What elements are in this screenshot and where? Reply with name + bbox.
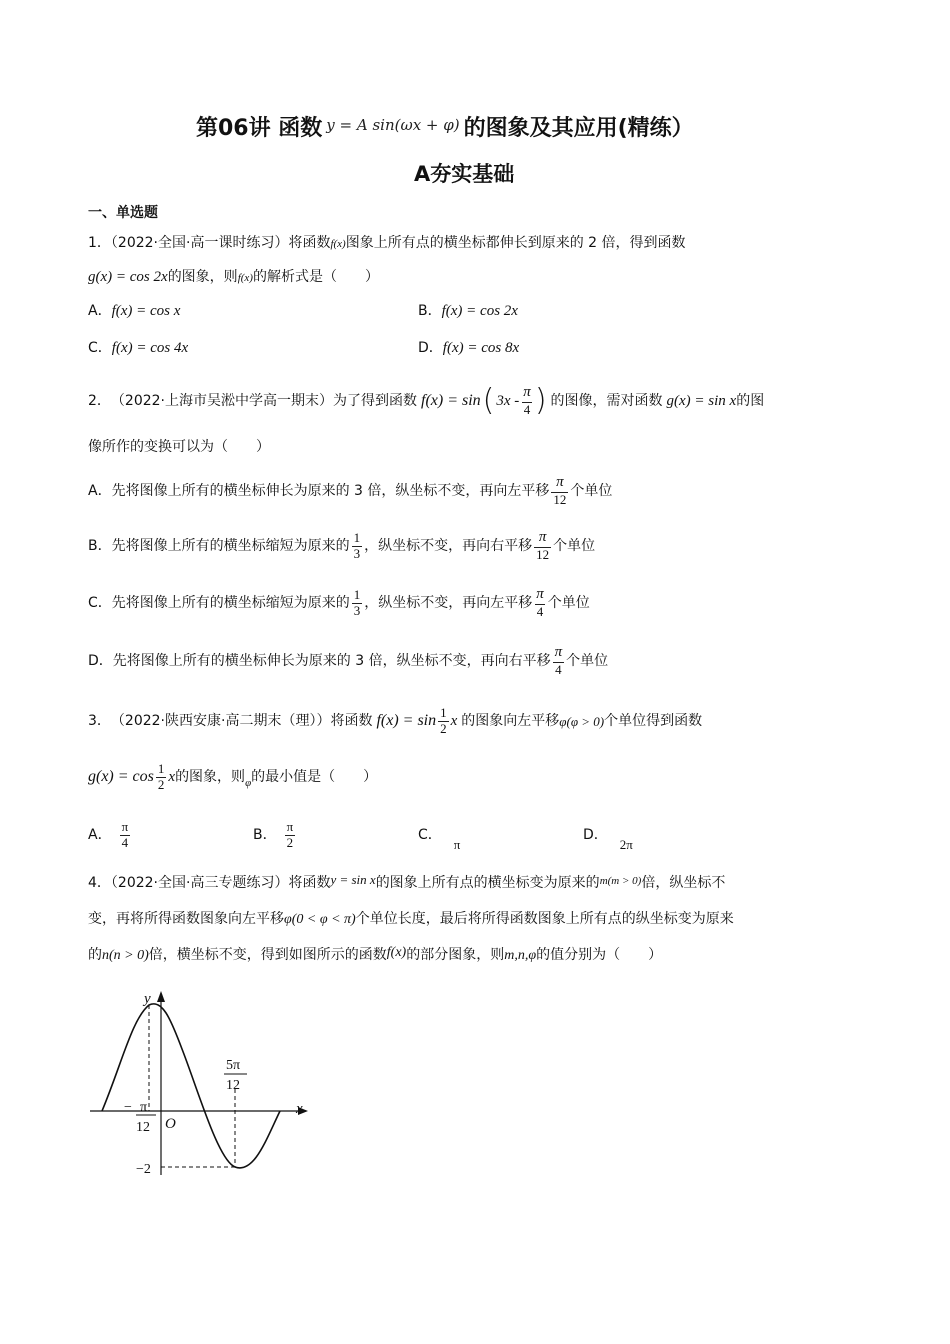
title-formula: y = A sin(ωx + φ) xyxy=(326,116,460,134)
question-1-option-c[interactable]: C．f(x) = cos 4x xyxy=(88,340,189,356)
question-1-option-d[interactable]: D．f(x) = cos 8x xyxy=(418,340,520,356)
tick-label-neg-num: π xyxy=(140,1100,148,1115)
question-1-line-1: 1．（2022·全国·高一课时练习）将函数f(x)图象上所有点的横坐标都伸长到原来的 2 倍，得到函数 xyxy=(88,235,686,251)
tick-label-neg-sign: − xyxy=(124,1100,132,1115)
page-subtitle: A夯实基础 xyxy=(414,162,515,186)
question-1-option-b[interactable]: B．f(x) = cos 2x xyxy=(418,303,518,319)
y-axis-arrow xyxy=(157,991,165,1002)
sine-graph xyxy=(80,985,330,1185)
question-2-line-1: 2． （2022·上海市吴淞中学高一期末）为了得到函数 f(x) = sin ( 3x - $\frac{\pi}{4}$ ) 的图像，需对函数 g(x) = sin x 的图 xyxy=(88,383,765,418)
question-2-option-d[interactable]: D． 先将图像上所有的横坐标伸长为原来的 3 倍，纵坐标不变，再向右平移 $\frac{\pi}{4}$ 个单位 xyxy=(88,644,609,677)
question-3-option-d[interactable]: D．2π xyxy=(583,827,633,852)
question-3-line-1: 3． （2022·陕西安康·高二期末（理））将函数 f(x) = sin $\frac{1}{2}$ x 的图象向左平移 φ(φ > 0) 个单位得到函数 xyxy=(88,704,703,736)
question-3-option-b[interactable]: B． $\frac{\pi}{2}$ xyxy=(253,818,294,850)
x-axis-label: x xyxy=(296,1101,303,1117)
min-value-label: −2 xyxy=(136,1162,151,1177)
y-axis-label: y xyxy=(144,991,151,1007)
question-3-option-c[interactable]: C．π xyxy=(418,827,461,852)
question-3-line-2: g(x) = cos $\frac{1}{2}$ x 的图象，则 φ 的最小值是（ ） xyxy=(88,760,378,792)
question-4-line-2: 变，再将所得函数图象向左平移φ(0 < φ < π)个单位长度，最后将所得函数图象上所有点的纵坐标变为原来 xyxy=(88,911,734,927)
question-2-option-b[interactable]: B． 先将图像上所有的横坐标缩短为原来的 $\frac{1}{3}$ ，纵坐标不变，再向右平移 $\frac{\pi}{12}$ 个单位 xyxy=(88,529,596,562)
question-4-line-3: 的n(n > 0)倍，横坐标不变，得到如图所示的函数f(x)的部分图象，则m,n,φ的值分别为（ ） xyxy=(88,945,663,963)
origin-label: O xyxy=(165,1116,176,1132)
question-1-line-2: g(x) = cos 2x的图象，则f(x)的解析式是（ ） xyxy=(88,269,379,285)
tick-label-5pi-num: 5π xyxy=(226,1058,241,1073)
section-heading: 一、单选题 xyxy=(88,205,158,221)
tick-label-neg-den: 12 xyxy=(136,1120,150,1135)
question-2-option-a[interactable]: A． 先将图像上所有的横坐标伸长为原来的 3 倍，纵坐标不变，再向左平移 $\frac{\pi}{12}$ 个单位 xyxy=(88,474,613,507)
question-1-option-a[interactable]: A．f(x) = cos x xyxy=(88,303,181,319)
tick-label-5pi-den: 12 xyxy=(226,1078,240,1093)
sine-curve xyxy=(102,1004,280,1168)
question-3-option-a[interactable]: A． $\frac{\pi}{4}$ xyxy=(88,818,129,850)
question-4-line-1: 4．（2022·全国·高三专题练习）将函数y = sin x的图象上所有点的横坐标变为原来的$^{m(m > 0)}$倍，纵坐标不 xyxy=(88,872,726,891)
page-title: 第06讲 函数 $^{y = A sin(\omega x + \varphi)}$ 的图象及其应用(精练） xyxy=(196,116,694,141)
question-2-option-c[interactable]: C． 先将图像上所有的横坐标缩短为原来的 $\frac{1}{3}$ ，纵坐标不变，再向左平移 $\frac{\pi}{4}$ 个单位 xyxy=(88,586,590,619)
question-2-line-2: 像所作的变换可以为（ ） xyxy=(88,439,270,455)
